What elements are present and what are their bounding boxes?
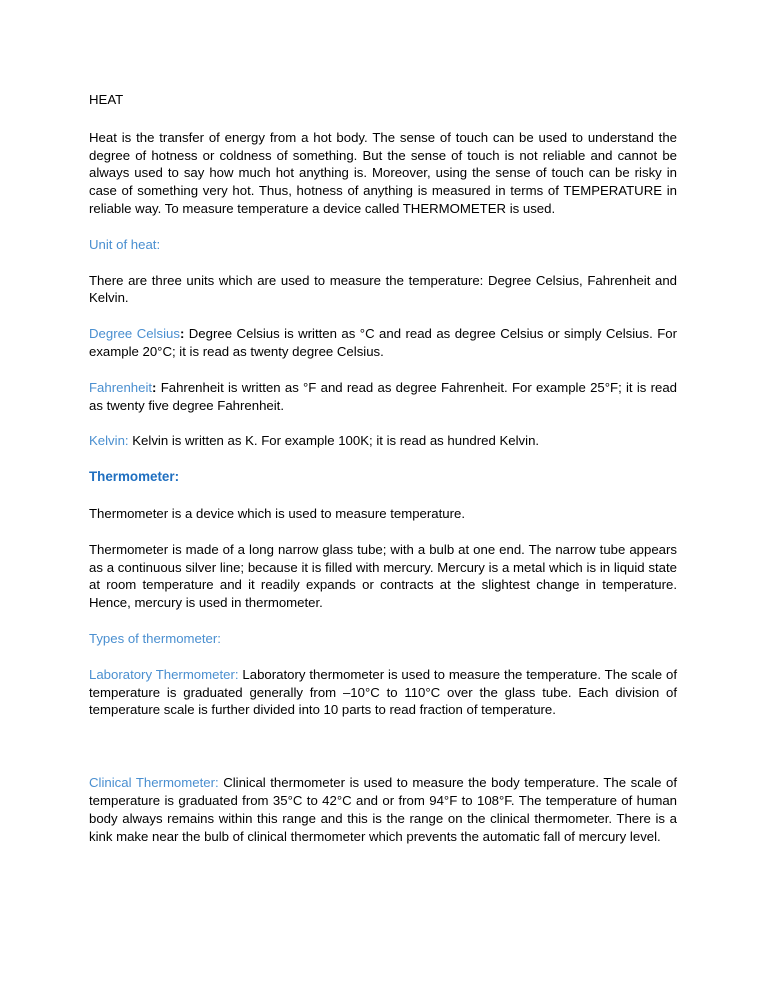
clinical-thermometer-paragraph xyxy=(89,774,677,845)
clinical-thermometer-text: Clinical thermometer is used to measure the body temperature. The scale of temperature is graduated from 35°C to 42°C and or from 94°F to 108°F. The temperature of human body always remains within this range and this is the range on the clinical thermometer. There is a kink make near the bulb of clinical thermometer which prevents the automatic fall of mercury level. xyxy=(89,775,677,844)
laboratory-thermometer-text: Laboratory thermometer is used to measure the temperature. The scale of temperature is graduated generally from –10°C to 110°C over the glass tube. Each division of temperature scale is further divided into 10 parts to read fraction of temperature. xyxy=(89,666,677,718)
kelvin-paragraph xyxy=(89,432,677,450)
section-spacer xyxy=(89,737,677,774)
heading-unit-of-heat: Unit of heat: xyxy=(89,236,161,252)
degree-celsius-text: Degree Celsius is written as °C and read as degree Celsius or simply Celsius. For example 20°C; it is read as twenty degree Celsius. xyxy=(89,326,677,359)
degree-celsius-colon: : xyxy=(179,326,185,342)
degree-celsius-paragraph xyxy=(89,325,677,361)
laboratory-thermometer-paragraph xyxy=(89,666,677,719)
fahrenheit-colon: : xyxy=(152,379,157,395)
degree-celsius-label: Degree Celsius xyxy=(89,326,180,342)
kelvin-text: Kelvin is written as K. For example 100K; it is read as hundred Kelvin. xyxy=(128,433,540,449)
document-content xyxy=(89,91,677,863)
clinical-thermometer-label: Clinical Thermometer: xyxy=(89,775,219,791)
thermometer-definition-paragraph: Thermometer is a device which is used to measure temperature. xyxy=(89,505,466,521)
laboratory-thermometer-label: Laboratory Thermometer: xyxy=(89,666,239,682)
intro-paragraph: Heat is the transfer of energy from a hot body. The sense of touch can be used to understand the degree of hotness or coldness of something. But the sense of touch is not reliable and cannot be always used to say how much hot anything is. Moreover, using the sense of touch can be risky in case of something very hot. Thus, hotness of anything is measured in terms of TEMPERATURE in reliable way. To measure temperature a device called THERMOMETER is used. xyxy=(89,129,677,216)
units-paragraph: There are three units which are used to measure the temperature: Degree Celsius, Fahrenheit and Kelvin. xyxy=(89,272,677,306)
thermometer-construction-paragraph: Thermometer is made of a long narrow glass tube; with a bulb at one end. The narrow tube appears as a continuous silver line; because it is filled with mercury. Mercury is a metal which is in liquid state at room temperature and it readily expands or contracts at the slightest change in temperature. Hence, mercury is used in thermometer. xyxy=(89,541,677,611)
heading-types-of-thermometer: Types of thermometer: xyxy=(89,630,221,646)
heading-thermometer: Thermometer: xyxy=(89,469,180,485)
page-title: HEAT xyxy=(89,92,124,107)
fahrenheit-text: Fahrenheit is written as °F and read as degree Fahrenheit. For example 25°F; it is read as twenty five degree Fahrenheit. xyxy=(89,379,677,413)
fahrenheit-paragraph xyxy=(89,379,677,415)
fahrenheit-label: Fahrenheit xyxy=(89,379,153,395)
kelvin-label: Kelvin: xyxy=(89,433,129,449)
